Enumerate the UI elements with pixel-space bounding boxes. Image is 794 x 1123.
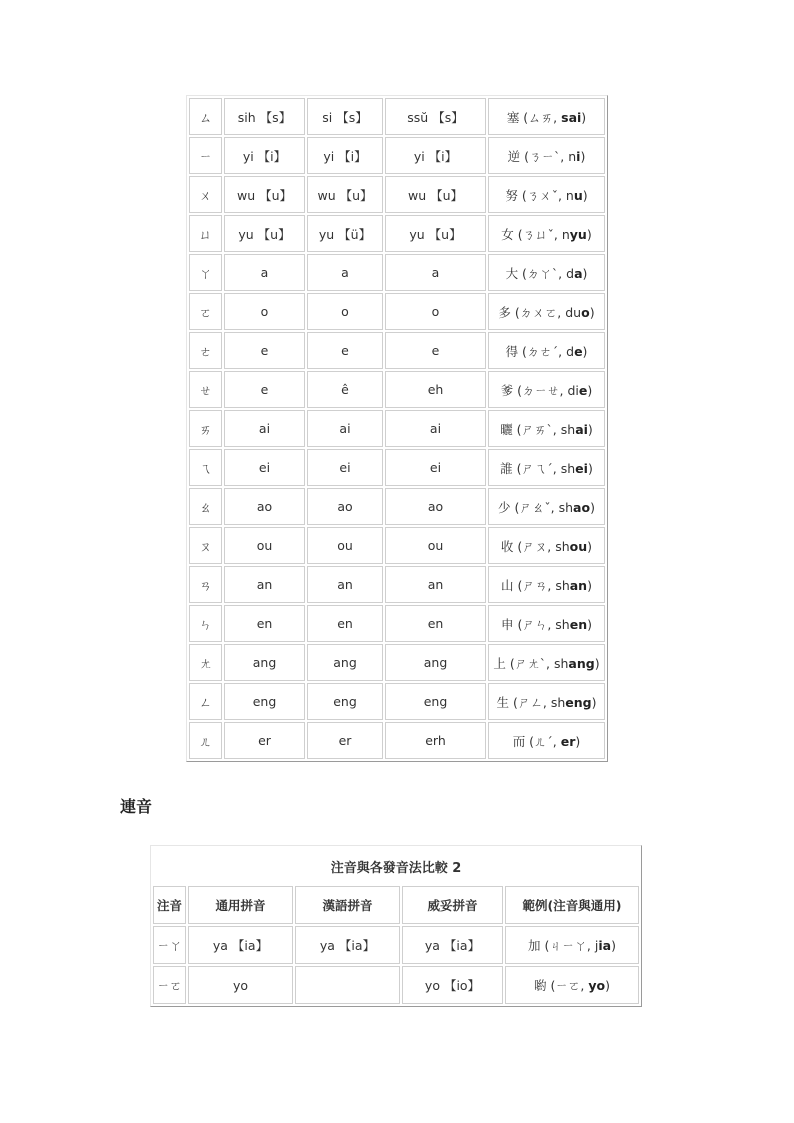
zhuyin-cell: ㄧ <box>189 137 222 174</box>
example-pinyin-final: e <box>578 382 588 398</box>
example-close-paren: ) <box>582 187 588 203</box>
wade-giles-cell: ao <box>385 488 486 525</box>
section-title: 連音 <box>120 797 153 816</box>
example-text: 山 (ㄕㄢ, <box>501 577 556 593</box>
example-pinyin-final: yo <box>588 978 606 993</box>
example-pinyin-final: ao <box>573 499 591 515</box>
hanyu-cell: ei <box>307 449 383 486</box>
example-pinyin-final: ei <box>575 460 588 476</box>
tongyong-cell: ya 【ia】 <box>188 926 293 964</box>
example-cell <box>488 98 605 135</box>
tongyong-cell: ang <box>224 644 305 681</box>
table-row <box>189 449 605 486</box>
example-text: 爹 (ㄉㄧㄝ, <box>500 382 568 398</box>
tongyong-cell: yo <box>188 966 293 1004</box>
zhuyin-cell: ㄙ <box>189 98 222 135</box>
zhuyin-cell: ㄠ <box>189 488 222 525</box>
example-close-paren: ) <box>591 694 597 710</box>
example-text: 得 (ㄉㄜˊ, <box>505 343 567 359</box>
example-text: 塞 (ㄙㄞ, <box>506 109 562 125</box>
example-pinyin-final: an <box>569 577 588 593</box>
table-row <box>189 371 605 408</box>
tongyong-cell: yu 【u】 <box>224 215 305 252</box>
hanyu-cell: wu 【u】 <box>307 176 383 213</box>
table-row <box>189 605 605 642</box>
example-pinyin-final: ou <box>569 538 588 554</box>
wade-giles-cell: ou <box>385 527 486 564</box>
example-close-paren: ) <box>575 733 581 749</box>
example-pinyin-initial: sh <box>558 499 574 515</box>
example-cell <box>488 449 605 486</box>
example-pinyin-final: o <box>581 304 590 320</box>
example-text: 上 (ㄕㄤˋ, <box>493 655 554 671</box>
table-row <box>189 332 605 369</box>
wade-giles-cell: yi 【i】 <box>385 137 486 174</box>
tongyong-cell: a <box>224 254 305 291</box>
example-pinyin-initial: d <box>566 265 575 281</box>
example-text: 少 (ㄕㄠˇ, <box>498 499 559 515</box>
wade-giles-cell: erh <box>385 722 486 759</box>
example-pinyin-final: u <box>573 187 583 203</box>
zhuyin-cell: ㄧㄛ <box>153 966 186 1004</box>
table-row <box>189 293 605 330</box>
table-row <box>189 683 605 720</box>
example-pinyin-final: a <box>574 265 583 281</box>
wade-giles-cell: yo 【io】 <box>402 966 503 1004</box>
tongyong-cell: en <box>224 605 305 642</box>
example-text: 申 (ㄕㄣ, <box>500 616 556 632</box>
example-pinyin-initial: n <box>561 226 570 242</box>
wade-giles-cell: o <box>385 293 486 330</box>
example-text: 生 (ㄕㄥ, <box>496 694 551 710</box>
example-cell <box>488 137 605 174</box>
header-example: 範例(注音與通用) <box>505 886 639 924</box>
example-cell <box>488 176 605 213</box>
table-row <box>153 926 639 964</box>
example-text: 女 (ㄋㄩˇ, <box>501 226 562 242</box>
wade-giles-cell: a <box>385 254 486 291</box>
example-pinyin-initial: sh <box>560 460 576 476</box>
example-text: 誰 (ㄕㄟˊ, <box>500 460 561 476</box>
wade-giles-cell: ssŭ 【s】 <box>385 98 486 135</box>
table-row <box>189 98 605 135</box>
wade-giles-cell: yu 【u】 <box>385 215 486 252</box>
zhuyin-cell: ㄣ <box>189 605 222 642</box>
zhuyin-cell: ㄡ <box>189 527 222 564</box>
hanyu-cell: ê <box>307 371 383 408</box>
example-pinyin-initial: n <box>568 148 577 164</box>
example-pinyin-final: yu <box>569 226 587 242</box>
example-cell <box>488 488 605 525</box>
zhuyin-cell: ㄩ <box>189 215 222 252</box>
example-pinyin-final: er <box>560 733 576 749</box>
zhuyin-cell: ㄟ <box>189 449 222 486</box>
caption-row <box>153 848 639 884</box>
table-row <box>189 137 605 174</box>
tongyong-cell: an <box>224 566 305 603</box>
zhuyin-cell: ㄝ <box>189 371 222 408</box>
table-row <box>189 722 605 759</box>
example-pinyin-initial: j <box>594 938 599 953</box>
example-close-paren: ) <box>586 226 592 242</box>
tongyong-cell: ai <box>224 410 305 447</box>
header-tongyong: 通用拼音 <box>188 886 293 924</box>
example-cell <box>488 605 605 642</box>
hanyu-cell: yu 【ü】 <box>307 215 383 252</box>
example-text: 加 (ㄐㄧㄚ, <box>528 938 595 953</box>
example-close-paren: ) <box>594 655 600 671</box>
zhuyin-cell: ㄥ <box>189 683 222 720</box>
example-text: 多 (ㄉㄨㄛ, <box>498 304 566 320</box>
table-row <box>189 176 605 213</box>
example-close-paren: ) <box>590 499 595 515</box>
example-close-paren: ) <box>581 109 587 125</box>
example-cell <box>488 332 605 369</box>
wade-giles-cell: ai <box>385 410 486 447</box>
hanyu-cell: yi 【i】 <box>307 137 383 174</box>
example-cell <box>488 254 605 291</box>
header-row <box>153 886 639 924</box>
header-hanyu: 漢語拼音 <box>295 886 400 924</box>
tongyong-cell: ou <box>224 527 305 564</box>
table-row <box>189 488 605 525</box>
table-row <box>189 215 605 252</box>
example-pinyin-initial: sh <box>555 577 570 593</box>
tongyong-cell: eng <box>224 683 305 720</box>
hanyu-cell: eng <box>307 683 383 720</box>
example-pinyin-final: eng <box>565 694 592 710</box>
example-pinyin-initial: sh <box>550 694 566 710</box>
table-row <box>189 527 605 564</box>
example-cell <box>488 215 605 252</box>
wade-giles-cell: an <box>385 566 486 603</box>
example-pinyin-initial: n <box>565 187 574 203</box>
example-close-paren: ) <box>582 343 588 359</box>
table-row <box>189 644 605 681</box>
example-close-paren: ) <box>605 978 610 993</box>
header-zhuyin: 注音 <box>153 886 186 924</box>
example-pinyin-final: ang <box>568 655 595 671</box>
wade-giles-cell: eng <box>385 683 486 720</box>
example-pinyin-final: ai <box>575 421 588 437</box>
example-cell <box>488 644 605 681</box>
example-close-paren: ) <box>587 460 593 476</box>
tongyong-cell: ao <box>224 488 305 525</box>
example-cell <box>488 410 605 447</box>
zhuyin-cell: ㄞ <box>189 410 222 447</box>
example-pinyin-initial: sh <box>560 421 576 437</box>
wade-giles-cell: e <box>385 332 486 369</box>
example-close-paren: ) <box>611 938 616 953</box>
example-close-paren: ) <box>587 421 593 437</box>
zhuyin-cell: ㄛ <box>189 293 222 330</box>
tongyong-cell: sih 【s】 <box>224 98 305 135</box>
zhuyin-cell: ㄦ <box>189 722 222 759</box>
example-cell <box>488 527 605 564</box>
example-close-paren: ) <box>587 382 593 398</box>
example-cell <box>505 966 639 1004</box>
hanyu-cell: ang <box>307 644 383 681</box>
example-text: 收 (ㄕㄡ, <box>500 538 556 554</box>
table-row <box>189 410 605 447</box>
table-row <box>153 966 639 1004</box>
tongyong-cell: e <box>224 332 305 369</box>
example-text: 喲 (ㄧㄛ, <box>534 978 589 993</box>
example-close-paren: ) <box>582 265 588 281</box>
example-cell <box>488 683 605 720</box>
example-pinyin-initial: sh <box>553 655 569 671</box>
hanyu-cell: ai <box>307 410 383 447</box>
tongyong-cell: yi 【i】 <box>224 137 305 174</box>
tongyong-cell: wu 【u】 <box>224 176 305 213</box>
example-pinyin-final: e <box>574 343 583 359</box>
tongyong-cell: o <box>224 293 305 330</box>
example-pinyin-final: en <box>569 616 588 632</box>
wade-giles-cell: ya 【ia】 <box>402 926 503 964</box>
hanyu-cell: ao <box>307 488 383 525</box>
hanyu-cell: er <box>307 722 383 759</box>
example-cell <box>488 566 605 603</box>
tongyong-cell: ei <box>224 449 305 486</box>
example-text: 而 (ㄦˊ, <box>512 733 561 749</box>
header-wade-giles: 威妥拼音 <box>402 886 503 924</box>
hanyu-cell <box>295 966 400 1004</box>
example-text: 曬 (ㄕㄞˋ, <box>500 421 561 437</box>
example-pinyin-initial: di <box>567 382 579 398</box>
hanyu-cell: si 【s】 <box>307 98 383 135</box>
example-close-paren: ) <box>587 538 593 554</box>
wade-giles-cell: en <box>385 605 486 642</box>
example-pinyin-initial: sh <box>555 616 570 632</box>
zhuyin-cell: ㄧㄚ <box>153 926 186 964</box>
wade-giles-cell: wu 【u】 <box>385 176 486 213</box>
hanyu-cell: an <box>307 566 383 603</box>
zhuyin-cell: ㄢ <box>189 566 222 603</box>
example-text: 逆 (ㄋㄧˋ, <box>507 148 569 164</box>
tongyong-cell: e <box>224 371 305 408</box>
example-cell <box>505 926 639 964</box>
example-pinyin-initial: du <box>565 304 582 320</box>
compound-finals-table <box>150 845 642 1007</box>
example-close-paren: ) <box>589 304 595 320</box>
example-cell <box>488 293 605 330</box>
hanyu-cell: ou <box>307 527 383 564</box>
example-close-paren: ) <box>587 577 592 593</box>
wade-giles-cell: ei <box>385 449 486 486</box>
finals-comparison-table <box>186 95 608 762</box>
example-pinyin-initial: d <box>566 343 575 359</box>
hanyu-cell: ya 【ia】 <box>295 926 400 964</box>
example-close-paren: ) <box>580 148 586 164</box>
hanyu-cell: a <box>307 254 383 291</box>
example-pinyin-final: sai <box>561 109 582 125</box>
example-cell <box>488 722 605 759</box>
example-text: 大 (ㄉㄚˋ, <box>505 265 567 281</box>
hanyu-cell: e <box>307 332 383 369</box>
zhuyin-cell: ㄤ <box>189 644 222 681</box>
example-pinyin-initial: sh <box>555 538 570 554</box>
wade-giles-cell: eh <box>385 371 486 408</box>
table-row <box>189 254 605 291</box>
wade-giles-cell: ang <box>385 644 486 681</box>
table-row <box>189 566 605 603</box>
zhuyin-cell: ㄜ <box>189 332 222 369</box>
example-cell <box>488 371 605 408</box>
tongyong-cell: er <box>224 722 305 759</box>
example-close-paren: ) <box>587 616 593 632</box>
hanyu-cell: en <box>307 605 383 642</box>
zhuyin-cell: ㄚ <box>189 254 222 291</box>
example-pinyin-final: ia <box>598 938 612 953</box>
zhuyin-cell: ㄨ <box>189 176 222 213</box>
example-pinyin-final: i <box>576 148 581 164</box>
hanyu-cell: o <box>307 293 383 330</box>
table-caption: 注音與各發音法比較 2 <box>330 860 462 876</box>
example-text: 努 (ㄋㄨˇ, <box>505 187 566 203</box>
